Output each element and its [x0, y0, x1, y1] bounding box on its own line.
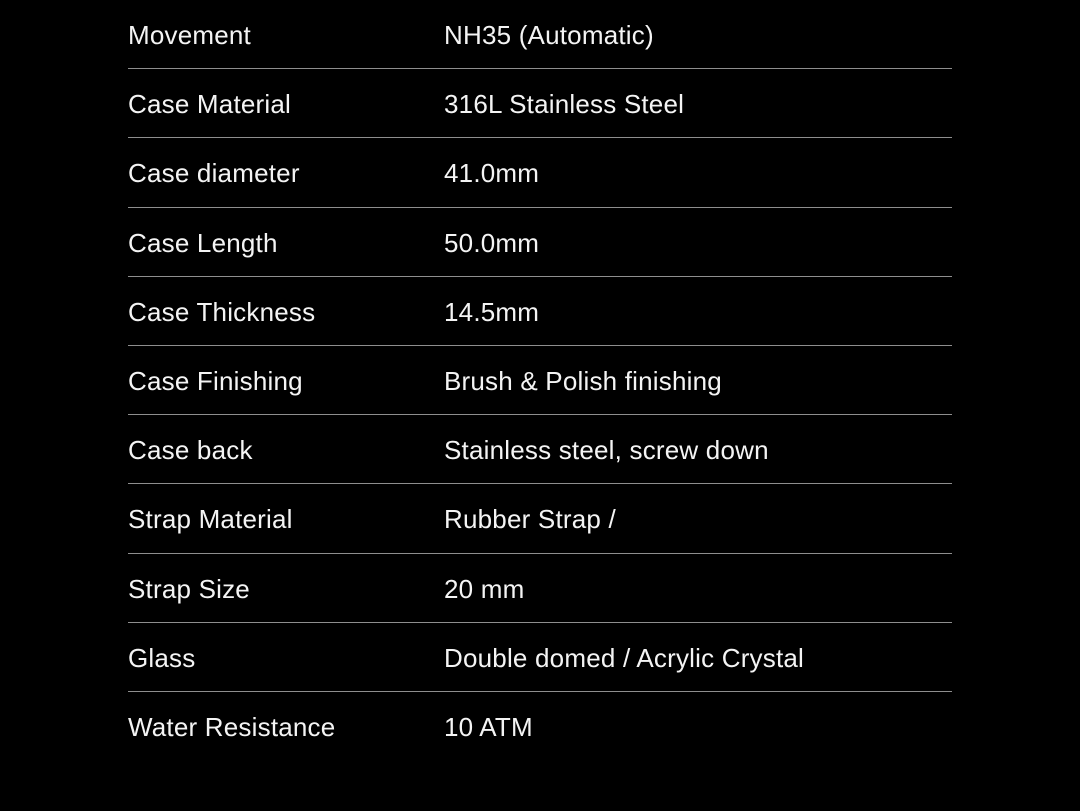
table-row — [128, 208, 952, 277]
spec-value: NH35 (Automatic) — [444, 20, 654, 50]
spec-value: 41.0mm — [444, 158, 540, 189]
spec-value: 50.0mm — [444, 227, 540, 258]
spec-label: Case Thickness — [128, 296, 316, 327]
table-row — [128, 554, 952, 623]
spec-value: 10 ATM — [444, 711, 533, 742]
spec-value: Brush & Polish finishing — [444, 365, 722, 396]
spec-label: Case Finishing — [128, 365, 303, 396]
table-row — [128, 138, 952, 207]
spec-value: 20 mm — [444, 573, 525, 604]
spec-label: Case Length — [128, 227, 278, 258]
spec-label: Movement — [128, 20, 251, 50]
spec-label: Case diameter — [128, 158, 300, 189]
spec-value: 316L Stainless Steel — [444, 89, 685, 120]
spec-label: Strap Material — [128, 504, 293, 535]
table-row — [128, 415, 952, 484]
spec-value: Double domed / Acrylic Crystal — [444, 642, 805, 673]
table-row — [128, 623, 952, 692]
table-row — [128, 69, 952, 138]
spec-label: Glass — [128, 642, 196, 673]
spec-value: Rubber Strap / — [444, 504, 616, 535]
spec-label: Case Material — [128, 89, 291, 120]
table-row — [128, 0, 952, 69]
table-row — [128, 692, 952, 761]
table-row — [128, 346, 952, 415]
spec-value: 14.5mm — [444, 296, 540, 327]
table-row — [128, 277, 952, 346]
spec-label: Case back — [128, 435, 253, 466]
spec-value: Stainless steel, screw down — [444, 435, 769, 466]
spec-label: Strap Size — [128, 573, 250, 604]
table-row — [128, 484, 952, 553]
spec-label: Water Resistance — [128, 711, 336, 742]
specification-table — [128, 0, 952, 811]
